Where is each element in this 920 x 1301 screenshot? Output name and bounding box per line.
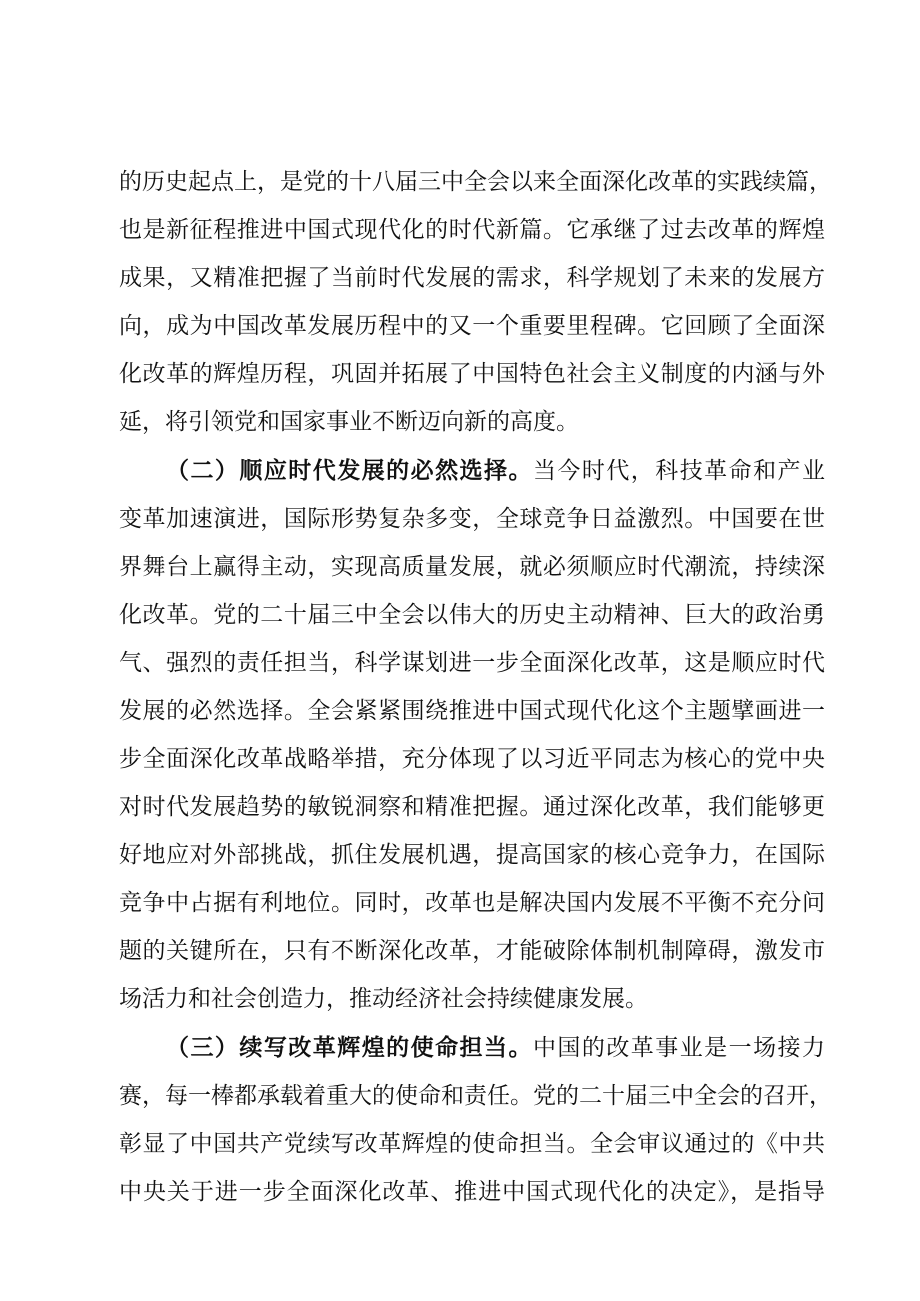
text-line: 延，将引领党和国家事业不断迈向新的高度。 <box>119 409 579 435</box>
text-line: 题的关键所在，只有不断深化改革，才能破除体制机制障碍，激发市 <box>119 938 825 964</box>
text-line: 气、强烈的责任担当，科学谋划进一步全面深化改革，这是顺应时代 <box>119 650 825 676</box>
text-line: 中央关于进一步全面深化改革、推进中国式现代化的决定》，是指导 <box>119 1179 825 1205</box>
text-line: 场活力和社会创造力，推动经济社会持续健康发展。 <box>119 986 648 1012</box>
first-line <box>119 1024 825 1072</box>
text-line: 界舞台上赢得主动，实现高质量发展，就必须顺应时代潮流，持续深 <box>119 554 825 580</box>
first-line-text: 当今时代，科技革命和产业 <box>532 458 826 484</box>
text-line: 变革加速演进，国际形势复杂多变，全球竞争日益激烈。中国要在世 <box>119 506 825 532</box>
text-line: 向，成为中国改革发展历程中的又一个重要里程碑。它回顾了全面深 <box>119 313 825 339</box>
section-heading: （二）顺应时代发展的必然选择。 <box>166 457 533 484</box>
paragraph-2 <box>119 447 825 1023</box>
first-line-text: 中国的改革事业是一场接力 <box>532 1035 826 1061</box>
text-line: 对时代发展趋势的敏锐洞察和精准把握。通过深化改革，我们能够更 <box>119 794 825 820</box>
text-line: 竞争中占据有利地位。同时，改革也是解决国内发展不平衡不充分问 <box>119 890 825 916</box>
text-line: 彰显了中国共产党续写改革辉煌的使命担当。全会审议通过的《中共 <box>119 1131 825 1157</box>
first-line <box>119 447 825 495</box>
section-heading: （三）续写改革辉煌的使命担当。 <box>166 1034 533 1061</box>
text-line: 也是新征程推进中国式现代化的时代新篇。它承继了过去改革的辉煌 <box>119 217 825 243</box>
text-line: 的历史起点上，是党的十八届三中全会以来全面深化改革的实践续篇， <box>119 169 832 195</box>
paragraph-3 <box>119 1024 832 1216</box>
text-line: 成果，又精准把握了当前时代发展的需求，科学规划了未来的发展方 <box>119 265 825 291</box>
text-line: 步全面深化改革战略举措，充分体现了以习近平同志为核心的党中央 <box>119 746 825 772</box>
text-line: 化改革。党的二十届三中全会以伟大的历史主动精神、巨大的政治勇 <box>119 602 825 628</box>
text-line: 化改革的辉煌历程，巩固并拓展了中国特色社会主义制度的内涵与外 <box>119 361 825 387</box>
text-line: 赛，每一棒都承载着重大的使命和责任。党的二十届三中全会的召开， <box>119 1083 832 1109</box>
text-line: 好地应对外部挑战，抓住发展机遇，提高国家的核心竞争力，在国际 <box>119 842 825 868</box>
paragraph-1 <box>119 158 832 446</box>
document-body <box>119 158 832 1216</box>
text-line: 发展的必然选择。全会紧紧围绕推进中国式现代化这个主题擘画进一 <box>119 698 825 724</box>
